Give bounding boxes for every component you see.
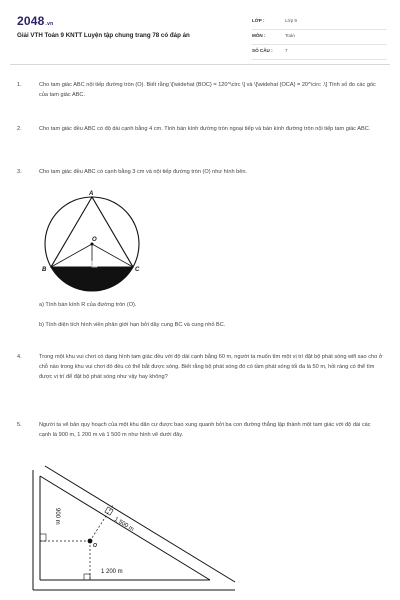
question-3-part-a: a) Tính bán kính R của đường tròn (O).: [39, 302, 137, 308]
question-number: 3.: [17, 169, 22, 175]
question-3-part-b: b) Tính diện tích hình viên phân giới hạn bởi dây cung BC và cung nhỏ BC.: [39, 322, 226, 328]
meta-value: 7: [285, 48, 288, 53]
label-1500: 1 500 m: [112, 516, 135, 533]
label-b: B: [42, 267, 47, 273]
meta-value: Toán: [285, 33, 295, 38]
label-1200: 1 200 m: [101, 569, 123, 575]
label-a: A: [89, 191, 94, 197]
question-number: 2.: [17, 126, 22, 132]
label-point-o: O: [93, 543, 97, 549]
question-number: 4.: [17, 354, 22, 360]
label-o: O: [92, 237, 97, 243]
meta-key: MÔN :: [252, 33, 266, 38]
question-text: Người ta vẽ bản quy hoạch của một khu dân cư được bao xung quanh bởi ba con đường thẳng lập thành một tam giác với độ dài các cạnh là 900 m, 1 200 m và 1 500 m như hình vẽ dưới đây.: [39, 422, 371, 438]
question-text: Cho tam giác ABC nội tiếp đường tròn (O). Biết rằng \[\widehat {BOC} = 120^\circ \] và \[\widehat {OCA} = 20^\circ .\] Tính số đo các góc của tam giác ABC.: [39, 82, 376, 98]
dashed-perpendicular: [90, 505, 113, 541]
question-text: Cho tam giác đều ABC có độ dài cạnh bằng 4 cm. Tính bán kính đường tròn ngoại tiếp và bán kính đường tròn nội tiếp tam giác ABC.: [39, 126, 371, 132]
question-text: Cho tam giác đều ABC có cạnh bằng 3 cm và nội tiếp đường tròn (O) như hình bên.: [39, 169, 247, 175]
question-number: 1.: [17, 82, 22, 88]
point-o-dot: [88, 539, 93, 544]
page-title: Giải VTH Toán 9 KNTT Luyện tập chung trang 78 có đáp án: [17, 32, 190, 39]
meta-value: Lớp 9: [285, 18, 297, 23]
question-number: 5.: [17, 422, 22, 428]
logo-text: 2048: [17, 14, 45, 28]
label-c: C: [135, 267, 140, 273]
road-hyp-outer: [45, 466, 235, 582]
right-angle-mark-left: [40, 534, 46, 541]
right-angle-mark-hyp: [105, 507, 113, 515]
meta-key: SỐ CÂU :: [252, 48, 273, 53]
question-text: Trong một khu vui chơi có dạng hình tam giác đều với độ dài cạnh bằng 60 m, người ta muốn tìm một vị trí đặt bộ phát sóng wifi sao cho ở chỗ nào trong khu vui chơi đó đều có thể bắt được sóng. Biết rằng bộ phát sóng đó có tầm phát sóng tối đa là 50 m, hỏi ràng có thể tìm được vị trí để đặt bộ phát sóng như vậy hay không?: [39, 354, 383, 380]
right-angle-mark-bottom: [84, 574, 90, 580]
logo-suffix: .vn: [45, 21, 54, 27]
meta-key: LỚP :: [252, 18, 265, 23]
label-900: 900 m: [54, 508, 60, 525]
